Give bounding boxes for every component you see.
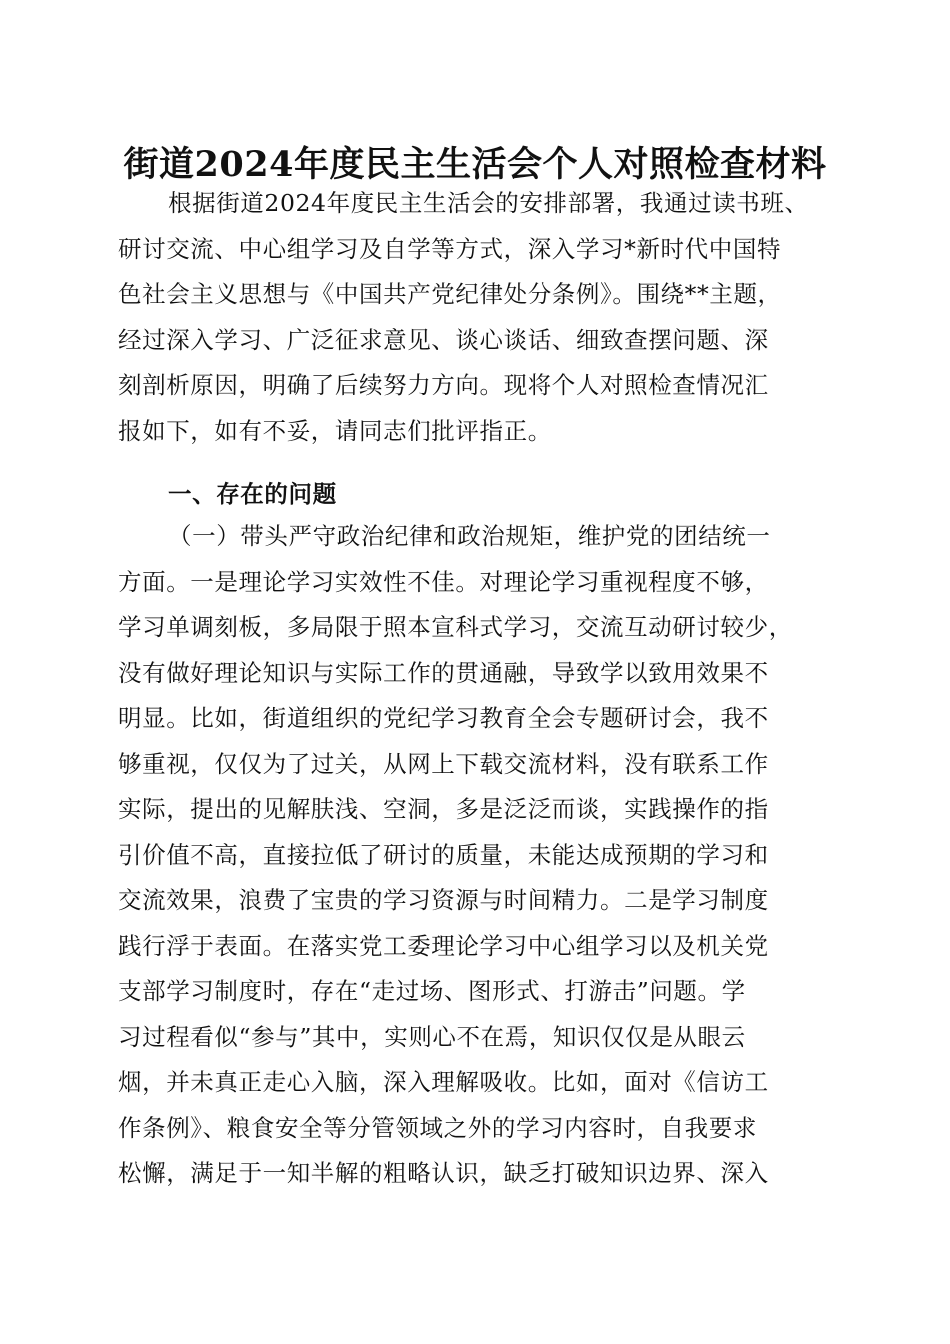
section1-line: 习过程看似“参与”其中，实则心不在焉，知识仅仅是从眼云 — [118, 1022, 746, 1051]
section1-line: 引价值不高，直接拉低了研讨的质量，未能达成预期的学习和 — [118, 840, 769, 869]
section1-line: 学习单调刻板，多局限于照本宣科式学习，交流互动研讨较少， — [118, 613, 793, 641]
section1-line: 没有做好理论知识与实际工作的贯通融，导致学以致用效果不 — [118, 658, 769, 687]
section1-line: （一）带头严守政治纪律和政治规矩，维护党的团结统一 — [168, 522, 771, 550]
intro-line: 色社会主义思想与《中国共产党纪律处分条例》。围绕**主题， — [118, 280, 782, 308]
section1-line: 实际，提出的见解肤浅、空洞，多是泛泛而谈，实践操作的指 — [118, 795, 769, 823]
section1-line: 作条例》、粮食安全等分管领域之外的学习内容时，自我要求 — [118, 1113, 757, 1142]
intro-line: 报如下，如有不妥，请同志们批评指正。 — [118, 416, 552, 445]
section1-line: 松懈，满足于一知半解的粗略认识，缺乏打破知识边界、深入 — [118, 1159, 769, 1187]
section1-line: 方面。一是理论学习实效性不佳。对理论学习重视程度不够， — [118, 567, 769, 596]
intro-line: 刻剖析原因，明确了后续努力方向。现将个人对照检查情况汇 — [118, 371, 769, 399]
section1-line: 践行浮于表面。在落实党工委理论学习中心组学习以及机关党 — [118, 931, 769, 960]
section-heading: 一、存在的问题 — [168, 480, 337, 508]
section1-line: 够重视，仅仅为了过关，从网上下载交流材料，没有联系工作 — [118, 749, 769, 778]
section1-paragraph — [118, 514, 818, 1197]
intro-line: 经过深入学习、广泛征求意见、谈心谈话、细致查摆问题、深 — [118, 325, 769, 354]
section1-line: 烟，并未真正走心入脑，深入理解吸收。比如，面对《信访工 — [118, 1068, 769, 1096]
section1-line: 交流效果，浪费了宝贵的学习资源与时间精力。二是学习制度 — [118, 886, 769, 914]
section1-line: 明显。比如，街道组织的党纪学习教育全会专题研讨会，我不 — [118, 704, 769, 732]
intro-line: 研讨交流、中心组学习及自学等方式，深入学习*新时代中国特 — [118, 234, 782, 263]
section1-line: 支部学习制度时，存在“走过场、图形式、打游击”问题。学 — [118, 977, 746, 1005]
document-title: 街道2024年度民主生活会个人对照检查材料 — [123, 144, 827, 185]
intro-line: 根据街道2024年度民主生活会的安排部署，我通过读书班、 — [168, 189, 809, 217]
intro-paragraph — [118, 181, 818, 454]
